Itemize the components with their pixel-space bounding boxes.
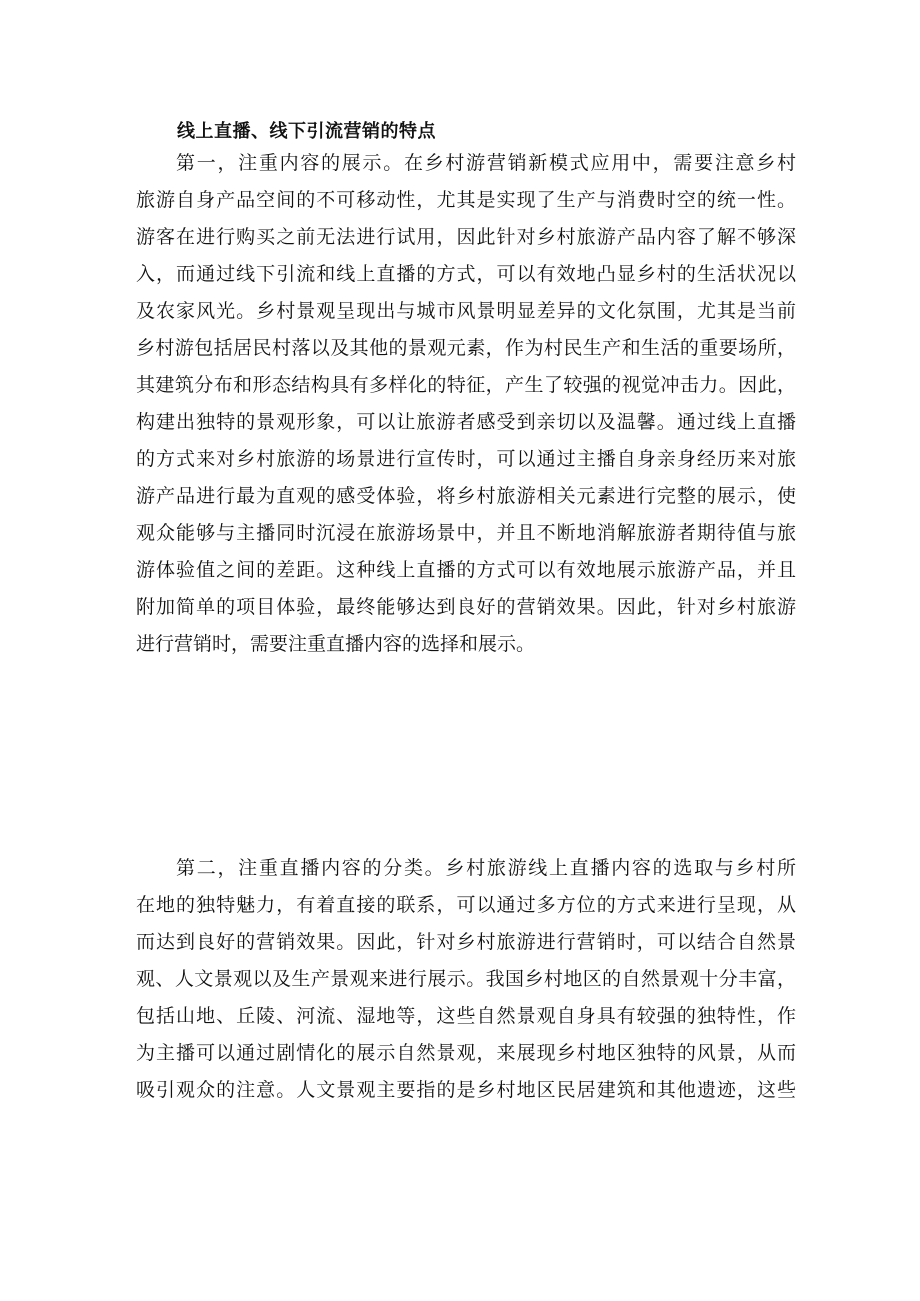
text-line: 吸引观众的注意。人文景观主要指的是乡村地区民居建筑和其他遗迹，这些 xyxy=(136,1079,796,1101)
text-line: 的方式来对乡村旅游的场景进行宣传时，可以通过主播自身亲身经历来对旅 xyxy=(136,448,796,470)
text-line: 包括山地、丘陵、河流、湿地等，这些自然景观自身具有较强的独特性，作 xyxy=(136,1005,796,1027)
text-line: 观众能够与主播同时沉浸在旅游场景中，并且不断地消解旅游者期待值与旅 xyxy=(136,522,796,544)
text-line: 旅游自身产品空间的不可移动性，尤其是实现了生产与消费时空的统一性。 xyxy=(136,189,796,211)
text-line: 游产品进行最为直观的感受体验，将乡村旅游相关元素进行完整的展示，使 xyxy=(136,485,796,507)
text-line: 入，而通过线下引流和线上直播的方式，可以有效地凸显乡村的生活状况以 xyxy=(136,263,796,285)
paragraph-content-classification xyxy=(136,850,796,1109)
text-line: 而达到良好的营销效果。因此，针对乡村旅游进行营销时，可以结合自然景 xyxy=(136,931,796,953)
text-line: 附加简单的项目体验，最终能够达到良好的营销效果。因此，针对乡村旅游 xyxy=(136,596,796,618)
section-heading: 线上直播、线下引流营销的特点 xyxy=(177,121,436,142)
text-line: 第二，注重直播内容的分类。乡村旅游线上直播内容的选取与乡村所 xyxy=(176,857,796,879)
text-line: 进行营销时，需要注重直播内容的选择和展示。 xyxy=(136,633,536,655)
text-line: 构建出独特的景观形象，可以让旅游者感受到亲切以及温馨。通过线上直播 xyxy=(136,411,796,433)
text-line: 乡村游包括居民村落以及其他的景观元素，作为村民生产和生活的重要场所， xyxy=(136,337,796,359)
text-line: 其建筑分布和形态结构具有多样化的特征，产生了较强的视觉冲击力。因此， xyxy=(136,374,796,396)
paragraph-content-display xyxy=(136,145,796,663)
text-line: 游客在进行购买之前无法进行试用，因此针对乡村旅游产品内容了解不够深 xyxy=(136,226,796,248)
text-line: 第一，注重内容的展示。在乡村游营销新模式应用中，需要注意乡村 xyxy=(176,152,796,174)
text-line: 及农家风光。乡村景观呈现出与城市风景明显差异的文化氛围，尤其是当前 xyxy=(136,300,796,322)
text-line: 游体验值之间的差距。这种线上直播的方式可以有效地展示旅游产品，并且 xyxy=(136,559,796,581)
text-line: 为主播可以通过剧情化的展示自然景观，来展现乡村地区独特的风景，从而 xyxy=(136,1042,796,1064)
text-line: 在地的独特魅力，有着直接的联系，可以通过多方位的方式来进行呈现，从 xyxy=(136,894,796,916)
text-line: 观、人文景观以及生产景观来进行展示。我国乡村地区的自然景观十分丰富， xyxy=(136,968,796,990)
